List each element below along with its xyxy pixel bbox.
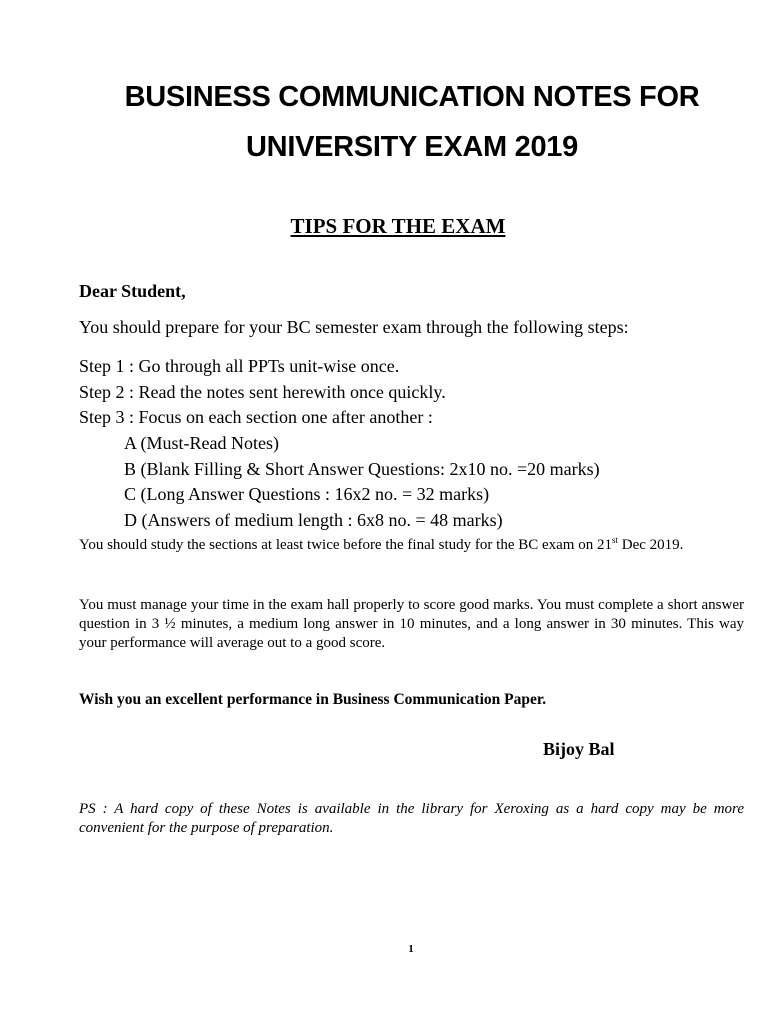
postscript: PS : A hard copy of these Notes is available in the library for Xeroxing as a hard copy may be more convenient for the purpose of preparation. (79, 801, 744, 836)
section-item: A (Must-Read Notes) (124, 433, 279, 453)
salutation: Dear Student, (79, 281, 186, 301)
document-title-line-1: BUSINESS COMMUNICATION NOTES FOR (124, 81, 700, 113)
author-signature: Bijoy Bal (543, 739, 615, 759)
sections-list (124, 431, 600, 533)
page-number: 1 (408, 943, 414, 955)
step-item: Step 2 : Read the notes sent herewith once quickly. (79, 381, 446, 402)
document-title (0, 72, 768, 172)
intro-paragraph: You should prepare for your BC semester exam through the following steps: (79, 317, 629, 337)
closing-wish: Wish you an excellent performance in Business Communication Paper. (79, 691, 547, 708)
document-title-line-2: UNIVERSITY EXAM 2019 (246, 131, 578, 163)
ordinal-suffix: st (611, 535, 618, 545)
time-management-paragraph: You must manage your time in the exam hall properly to score good marks. You must complete a short answer question in 3 ½ minutes, a medium long answer in 10 minutes, and a long answer in 30 minutes. This way your performance will average out to a good score. (79, 597, 744, 651)
steps-list (79, 354, 446, 431)
step-item: Step 1 : Go through all PPTs unit-wise once. (79, 356, 400, 376)
step-item: Step 3 : Focus on each section one after another : (79, 407, 433, 427)
study-paragraph (79, 536, 744, 555)
study-date-text: Dec 2019. (617, 537, 684, 553)
section-heading: TIPS FOR THE EXAM (290, 214, 506, 238)
section-item: B (Blank Filling & Short Answer Questions: 2x10 no. =20 marks) (124, 458, 600, 479)
section-item: C (Long Answer Questions : 16x2 no. = 32 marks) (124, 484, 490, 504)
section-item: D (Answers of medium length : 6x8 no. = 48 marks) (124, 509, 503, 530)
study-text: You should study the sections at least twice before the final study for the BC exam on 21 (79, 537, 612, 553)
